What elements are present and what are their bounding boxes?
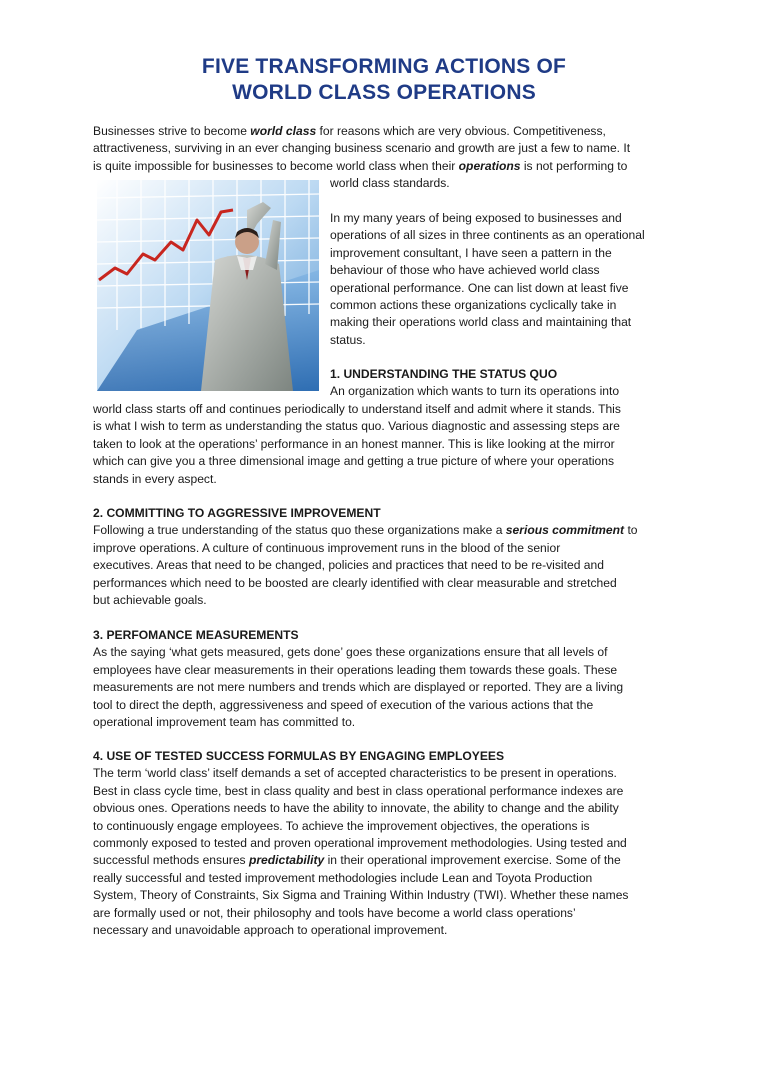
paragraph-line: making their operations world class and maintaining that	[330, 315, 632, 330]
section-heading-text: 3. PERFOMANCE MEASUREMENTS	[93, 628, 299, 642]
title-line-2: WORLD CLASS OPERATIONS	[232, 81, 536, 104]
paragraph-line: are formally used or not, their philosophy and tools have become a world class operations’	[93, 905, 576, 920]
paragraph-line: common actions these organizations cyclically take in	[330, 298, 617, 313]
section-1-first-line: An organization which wants to turn its operations into	[330, 384, 620, 399]
paragraph-line: improve operations. A culture of continuous improvement runs in the blood of the senior	[93, 540, 561, 555]
paragraph-line: stands in every aspect.	[93, 471, 217, 486]
intro-line-2: attractiveness, surviving in an ever changing business scenario and growth are just a few to name. It	[93, 141, 631, 156]
emphasis-operations: operations	[458, 158, 521, 173]
intro-text: for reasons which are very obvious. Competitiveness,	[316, 124, 606, 138]
intro-line-3	[93, 158, 683, 175]
section-4-heading	[93, 748, 683, 765]
title-line-1: FIVE TRANSFORMING ACTIONS OF	[201, 55, 567, 78]
emphasis-serious-commitment: serious commitment	[505, 523, 625, 538]
intro-line-1	[93, 123, 683, 140]
paragraph-line: employees have clear measurements in their operations leading them towards these goals. These	[93, 662, 618, 677]
paragraph-line: operational improvement team has committed to.	[93, 715, 356, 730]
business-growth-image	[97, 180, 319, 391]
paragraph-line: really successful and tested improvement methodologies include Lean and Toyota Production	[93, 870, 593, 885]
paragraph-line: Best in class cycle time, best in class quality and best in class operational performance indexes are	[93, 783, 624, 798]
paragraph-text: successful methods ensures	[93, 853, 249, 868]
paragraph-line: operational performance. One can list down at least five	[330, 280, 629, 295]
intro-text: is quite impossible for businesses to become world class when their	[93, 158, 459, 173]
paragraph-line: The term ‘world class’ itself demands a set of accepted characteristics to be present in operations.	[93, 766, 617, 781]
intro-line-4: world class standards.	[330, 176, 450, 190]
section-1-heading	[330, 366, 680, 383]
paragraph-line: world class starts off and continues periodically to understand itself and admit where it stands. This	[93, 402, 621, 416]
paragraph-line: In my many years of being exposed to businesses and	[330, 211, 622, 225]
paragraph-line: taken to look at the operations’ performance in an honest manner. This is like looking at the mirror	[93, 436, 615, 451]
paragraph-line: behaviour of those who have achieved world class	[330, 263, 600, 278]
paragraph-line: performances which need to be boosted are clearly identified with clear measurable and stretched	[93, 575, 617, 590]
paragraph-line: which can give you a three dimensional image and getting a true picture of where your operations	[93, 454, 615, 469]
paragraph-line: but achievable goals.	[93, 593, 207, 608]
section-3	[93, 627, 683, 731]
section-1-body	[93, 401, 683, 488]
paragraph-line	[93, 852, 683, 869]
paragraph-line: obvious ones. Operations needs to have the ability to innovate, the ability to change and the ability	[93, 801, 619, 816]
section-heading-text: 2. COMMITTING TO AGGRESSIVE IMPROVEMENT	[93, 506, 381, 520]
section-2-heading	[93, 505, 683, 522]
paragraph-text: to	[624, 523, 638, 538]
paragraph-line: commonly exposed to tested and proven operational improvement methodologies. Using tested and	[93, 836, 627, 851]
paragraph-text: Following a true understanding of the status quo these organizations make a	[93, 523, 506, 538]
paragraph-line: necessary and unavoidable approach to operational improvement.	[93, 923, 448, 938]
paragraph-line: improvement consultant, I have seen a pattern in the	[330, 245, 612, 260]
paragraph-line: operations of all sizes in three continents as an operational	[330, 228, 645, 243]
paragraph-line	[93, 522, 683, 539]
emphasis-world-class: world class	[250, 124, 317, 138]
section-4	[93, 748, 683, 939]
section-1-header-block	[330, 366, 680, 401]
intro-line-4-block	[330, 175, 680, 192]
section-heading-text: 1. UNDERSTANDING THE STATUS QUO	[330, 367, 558, 381]
businessman-chart-illustration	[97, 180, 319, 391]
paragraph-text: in their operational improvement exercise. Some of the	[324, 853, 621, 868]
section-3-heading	[93, 627, 683, 644]
experience-paragraph	[330, 210, 680, 349]
intro-text: is not performing to	[520, 158, 628, 173]
section-heading-text: 4. USE OF TESTED SUCCESS FORMULAS BY ENGAGING EMPLOYEES	[93, 749, 505, 763]
section-2	[93, 505, 683, 609]
intro-text: Businesses strive to become	[93, 124, 251, 138]
paragraph-line: tool to direct the depth, aggressiveness and speed of execution of the various actions that the	[93, 697, 594, 712]
paragraph-line: As the saying ‘what gets measured, gets done’ goes these organizations ensure that all levels of	[93, 645, 608, 660]
intro-paragraph	[93, 123, 683, 175]
paragraph-line: measurements are not mere numbers and trends which are displayed or reported. They are a living	[93, 680, 624, 695]
emphasis-predictability: predictability	[248, 853, 325, 868]
document-title	[0, 54, 768, 106]
paragraph-line: status.	[330, 332, 366, 347]
paragraph-line: is what I wish to term as understanding the status quo. Various diagnostic and assessing steps are	[93, 419, 620, 434]
paragraph-line: System, Theory of Constraints, Six Sigma and Training Within Industry (TWI). Whether these names	[93, 888, 629, 903]
paragraph-line: to continuously engage employees. To achieve the improvement objectives, the operations is	[93, 818, 590, 833]
paragraph-line: executives. Areas that need to be changed, policies and practices that need to be re-visited and	[93, 558, 604, 573]
